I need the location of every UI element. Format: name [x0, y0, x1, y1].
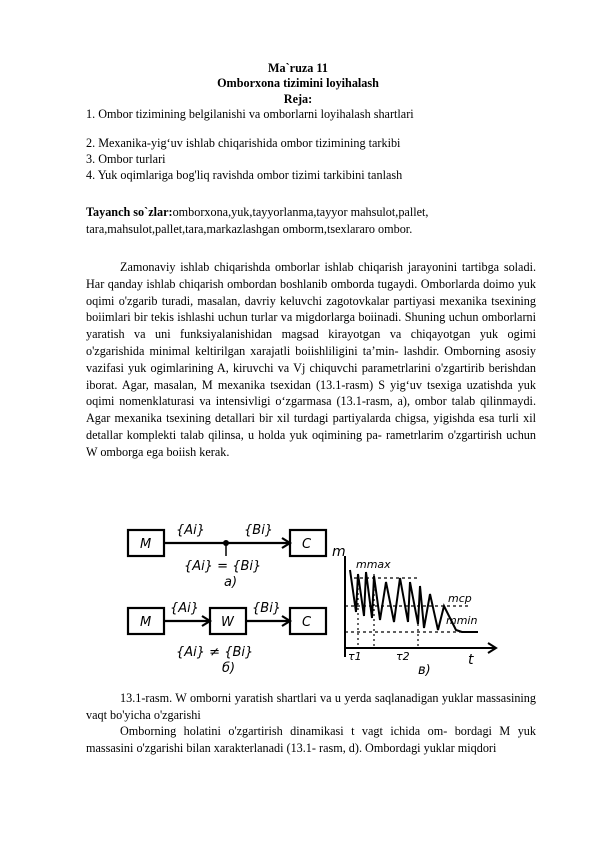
inequality-label: {Ai} ≠ {Bi}: [176, 645, 254, 660]
plan-item-3: 3. Ombor turlari: [86, 152, 166, 166]
keywords-label: Tayanch so`zlar:: [86, 205, 173, 219]
plan-item-4: 4. Yuk oqimlariga bog'liq ravishda ombor tizimi tarkibini tanlash: [86, 168, 403, 182]
case-a-label: a): [224, 575, 238, 590]
flow-b-bottom: {Bi}: [252, 601, 282, 616]
plan-item-2: 2. Mexanika-yig‘uv ishlab chiqarishida ombor tizimining tarkibi: [86, 136, 401, 150]
axis-m-label: m: [332, 544, 346, 560]
m-max-label: mmax: [356, 558, 391, 571]
label-box-c-bottom: C: [302, 615, 312, 630]
plan-heading: Reja:: [283, 92, 313, 106]
figure-13-1: [118, 512, 498, 682]
tau2-label: τ2: [396, 650, 410, 663]
keywords-text-2: tara,mahsulot,pallet,tara,markazlashgan omborm,tsexlararo ombor.: [86, 222, 413, 236]
equality-label: {Ai} = {Bi}: [184, 559, 262, 574]
m-min-label: mmin: [446, 614, 478, 627]
page-title: Omborxona tizimini loyihalash: [217, 76, 379, 90]
keywords-text-1: omborxona,yuk,tayyorlanma,tayyor mahsulot,pallet,: [172, 205, 429, 219]
keywords-line-1: [86, 205, 428, 219]
label-box-m-bottom: M: [140, 615, 152, 630]
tau1-label: τ1: [348, 650, 362, 663]
m-cp-label: mcp: [448, 592, 472, 605]
inventory-graph: [345, 556, 496, 657]
flow-b-top: {Bi}: [244, 523, 274, 538]
flow-a-bottom: {Ai}: [170, 601, 200, 616]
label-box-c-top: C: [302, 537, 312, 552]
body-paragraph-2: Omborning holatini o'zgartirish dinamikasi t vagt ichida om- bordagi M yuk massasini o'zgarishi bilan xarakterlanadi (13.1- rasm, d). Ombordagi yuklar miqdori: [86, 724, 536, 755]
label-box-w: W: [221, 615, 234, 630]
figure-caption: 13.1-rasm. W omborni yaratish shartlari va u yerda saqlanadigan yuklar massasining vaqt bo'yicha o'zgarishi: [86, 691, 536, 722]
plan-item-1: 1. Ombor tizimining belgilanishi va omborlarni loyihalash shartlari: [86, 107, 414, 121]
body-paragraph-1: Zamonaviy ishlab chiqarishda omborlar ishlab chiqarish jarayonini tartibga soladi. Har qanday ishlab chiqarish ombordan boshlanib omborda tugaydi. Omborlarda doimo yuk oqimi o'zgarib turadi, masalan, davriy keluvchi zagotovkalar partiyasi mexanika tsexining boiimlari bir tekis ishlashi uchun turlar va migdorlarga boiinadi. Shuning uchun omborlarni yaratish va uni funksiyalanishidan magsad kirayotgan va chiqayotgan yuk ogimi o'zgarishida minimal keltirilgan xarajatli boiishliligini ta’min- lashdir. Omborning asosiy vazifasi yuk ogimlarining A, kiruvchi va Vj chiquvchi parametrlarini o'zgartirib berishdan iborat. Agar, masalan, M mexanika tsexidan (13.1-rasm) S yig‘uv tsexiga uzatishda yuk oqimi nomenklaturasi va intensivligi o‘zgarmasa (13.1-rasm, a), ombor talab qilinmaydi. Agar mexanika tsexining detallari bir xil turdagi partiyalarda chigsa, yigishda esa turli xil detallar komplekti talab qilinsa, u holda yuk oqimining pa- rametrlarim o'zgartirish uchun W omborga ega boiish kerak.: [86, 260, 536, 459]
flow-a-top: {Ai}: [176, 523, 206, 538]
label-box-m-top: M: [140, 537, 152, 552]
axis-t-label: t: [468, 652, 474, 668]
lecture-number: Ma`ruza 11: [268, 61, 328, 75]
case-b-label: б): [222, 661, 236, 676]
case-v-label: в): [418, 663, 431, 678]
